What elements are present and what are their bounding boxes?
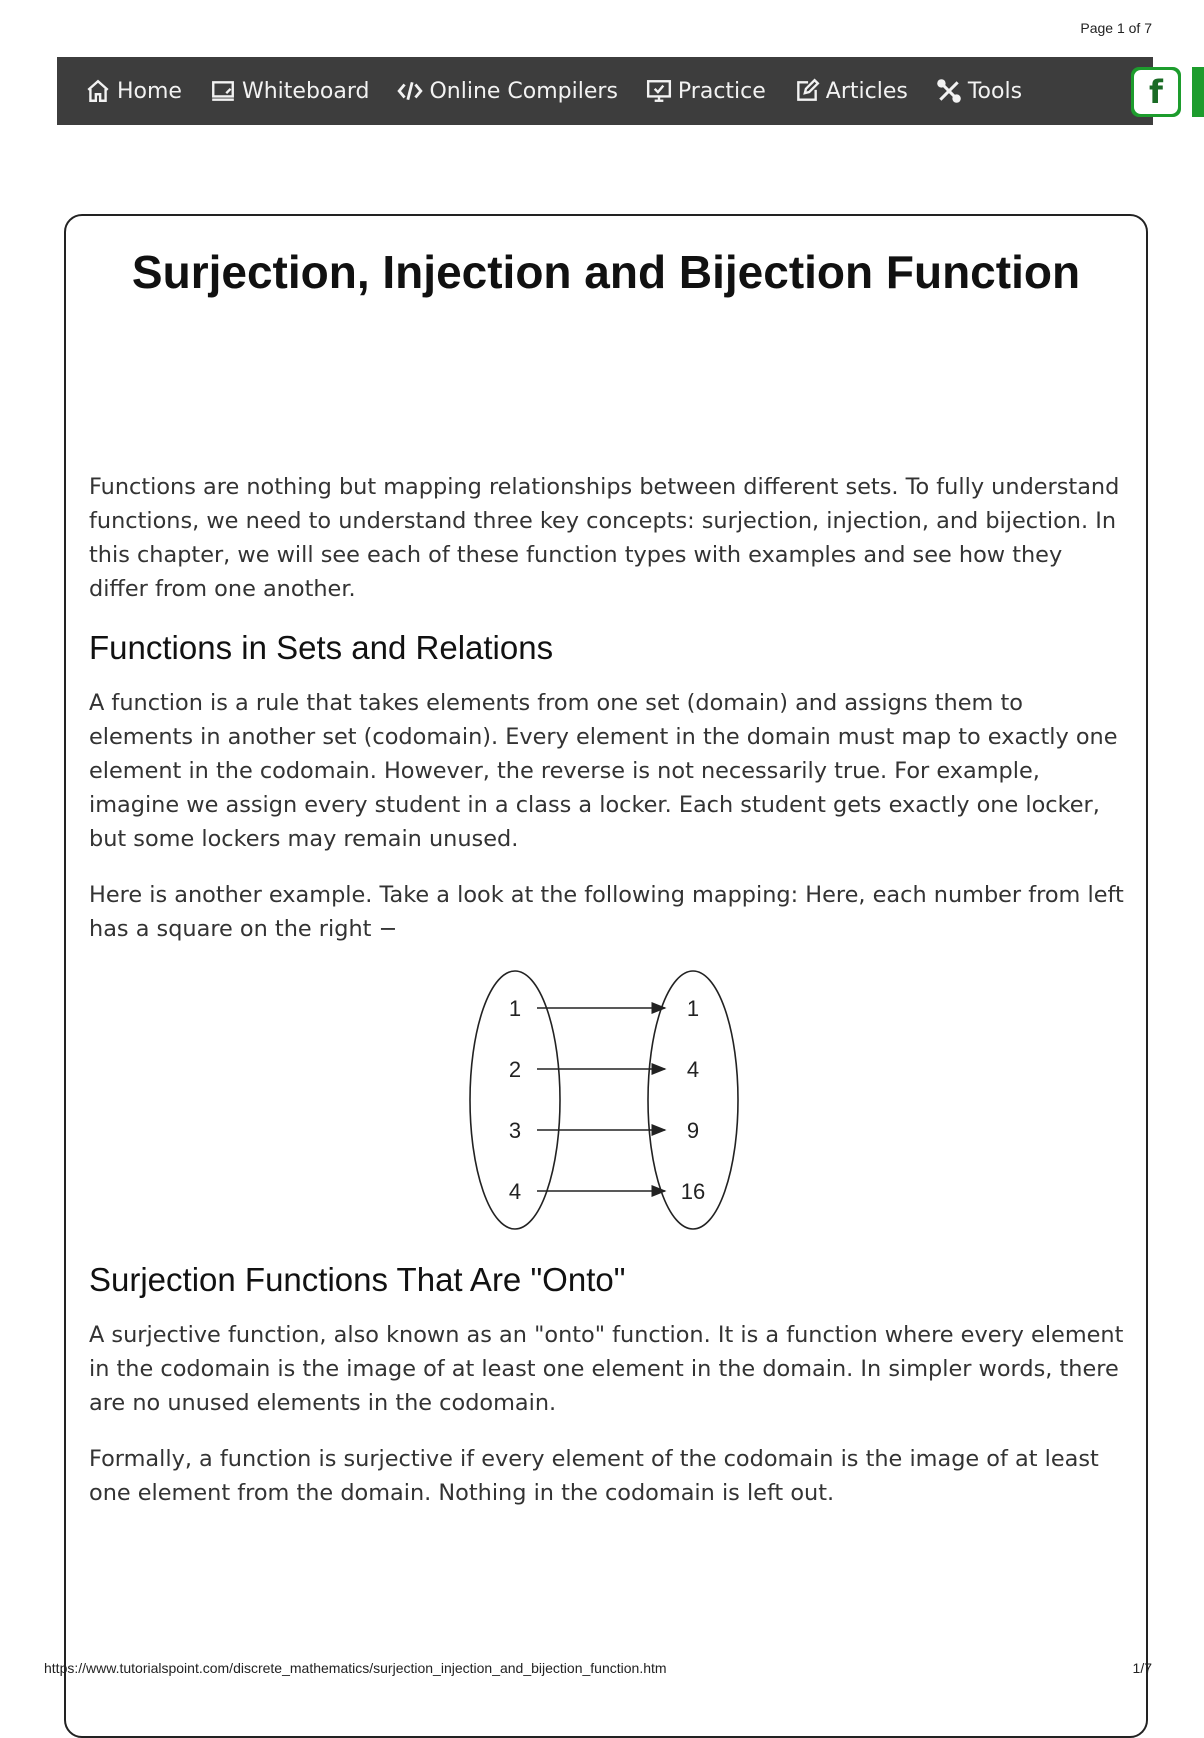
social-button-partial[interactable] <box>1192 67 1204 117</box>
mapping-svg <box>467 968 747 1232</box>
whiteboard-icon <box>210 78 236 104</box>
domain-element: 3 <box>508 1118 521 1143</box>
section-heading-functions: Functions in Sets and Relations <box>89 629 554 666</box>
nav-online-compilers-label: Online Compilers <box>429 78 618 104</box>
surjection-paragraph-2: Formally, a function is surjective if every element of the codomain is the image of at least one element from the domain. Nothing in the codomain is left out. <box>89 1446 1099 1506</box>
tools-icon <box>936 78 962 104</box>
footer-page-number: 1/7 <box>1132 1660 1152 1676</box>
nav-whiteboard[interactable] <box>210 78 370 104</box>
nav-articles-label: Articles <box>825 78 908 104</box>
nav-whiteboard-label: Whiteboard <box>241 78 370 104</box>
codomain-element: 1 <box>686 996 699 1021</box>
home-icon <box>85 78 111 104</box>
nav-practice[interactable] <box>646 78 766 104</box>
domain-element: 4 <box>508 1179 521 1204</box>
functions-paragraph-2: Here is another example. Take a look at the following mapping: Here, each number from left has a square on the right − <box>89 882 1124 942</box>
nav-tools-label: Tools <box>967 78 1023 104</box>
nav-home[interactable] <box>85 78 182 104</box>
codomain-element: 16 <box>680 1179 705 1204</box>
codomain-element: 9 <box>686 1118 699 1143</box>
footer-url: https://www.tutorialspoint.com/discrete_mathematics/surjection_injection_and_bijection_function.htm <box>44 1660 667 1676</box>
facebook-icon: f <box>1134 70 1178 114</box>
practice-icon <box>646 78 672 104</box>
article-content <box>89 470 1124 1532</box>
page-title: Surjection, Injection and Bijection Function <box>131 246 1081 298</box>
code-icon <box>397 78 423 104</box>
nav-practice-label: Practice <box>677 78 766 104</box>
intro-paragraph: Functions are nothing but mapping relationships between different sets. To fully understand functions, we need to understand three key concepts: surjection, injection, and bijection. In this chapter, we will see each of these function types with examples and see how they differ from one another. <box>89 474 1120 602</box>
surjection-paragraph-1: A surjective function, also known as an "onto" function. It is a function where every element in the codomain is the image of at least one element in the domain. In simpler words, there are no unused elements in the codomain. <box>89 1322 1124 1416</box>
facebook-button[interactable] <box>1131 67 1181 117</box>
nav-home-label: Home <box>117 78 182 104</box>
mapping-diagram <box>89 968 1124 1232</box>
domain-element: 1 <box>508 996 521 1021</box>
edit-icon <box>794 78 820 104</box>
section-heading-surjection: Surjection Functions That Are "Onto" <box>89 1261 626 1298</box>
nav-online-compilers[interactable] <box>397 78 617 104</box>
functions-paragraph-1: A function is a rule that takes elements from one set (domain) and assigns them to elements in another set (codomain). Every element in the domain must map to exactly one element in the codomain. However, the reverse is not necessarily true. For example, imagine we assign every student in a class a locker. Each student gets exactly one locker, but some lockers may remain unused. <box>89 690 1118 852</box>
nav-tools[interactable] <box>936 78 1022 104</box>
page-indicator: Page 1 of 7 <box>1080 20 1152 36</box>
nav-articles[interactable] <box>794 78 908 104</box>
domain-element: 2 <box>508 1057 521 1082</box>
top-navbar <box>57 57 1163 125</box>
codomain-element: 4 <box>686 1057 699 1082</box>
